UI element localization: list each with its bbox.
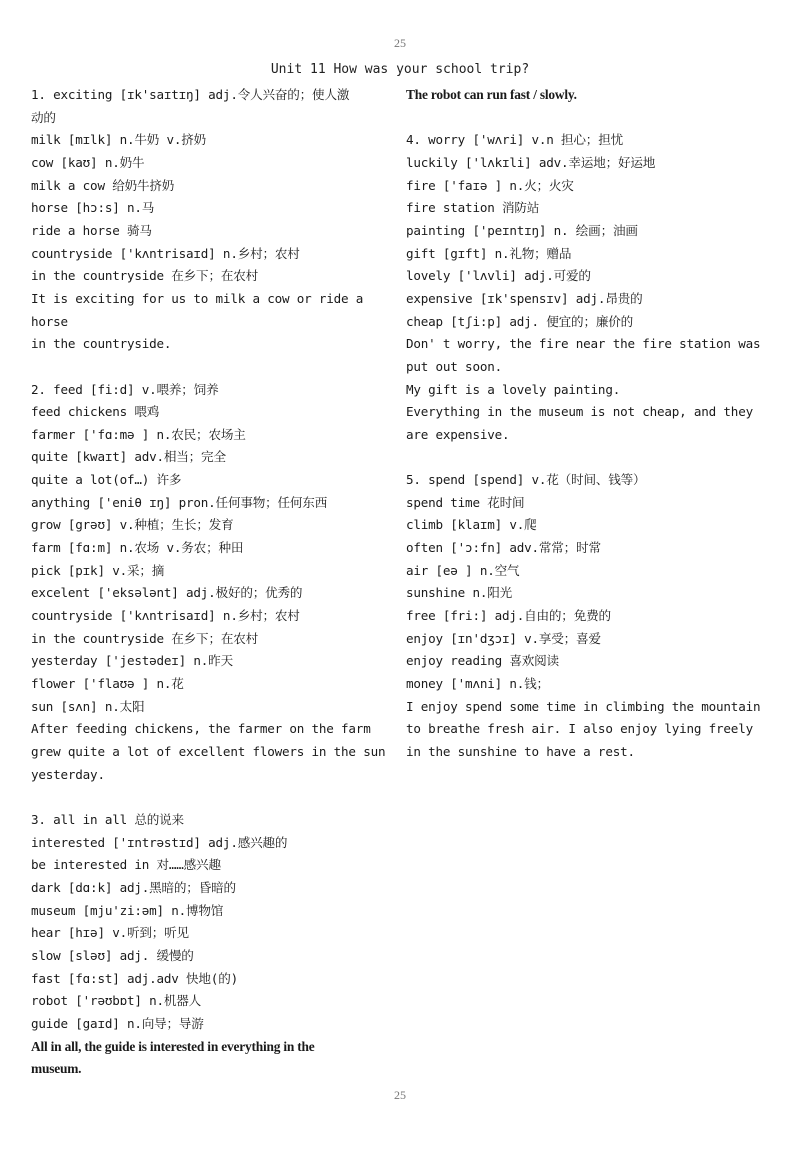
text-line: Everything in the museum is not cheap, and they xyxy=(406,404,753,420)
text-line: enjoy reading 喜欢阅读 xyxy=(406,653,559,669)
text-line: hear [hɪə] v.听到；听见 xyxy=(31,925,189,941)
text-line: flower ['flaʊə ] n.花 xyxy=(31,676,184,692)
text-line: put out soon. xyxy=(406,358,502,374)
text-line: fire ['faɪə ] n.火；火灾 xyxy=(406,177,574,193)
text-line: luckily ['lʌkɪli] adv.幸运地；好运地 xyxy=(406,154,656,170)
left-column xyxy=(31,84,391,1081)
text-line: free [fri:] adj.自由的；免费的 xyxy=(406,608,611,624)
text-line: pick [pɪk] v.采；摘 xyxy=(31,562,165,578)
text-line: sun [sʌn] n.太阳 xyxy=(31,698,145,714)
text-line: gift [gɪft] n.礼物；赠品 xyxy=(406,245,572,261)
text-line: yesterday ['jestədeɪ] n.昨天 xyxy=(31,653,233,669)
text-line: grow [grəʊ] v.种植；生长；发育 xyxy=(31,517,234,533)
text-line: spend time 花时间 xyxy=(406,494,525,510)
text-line: expensive [ɪk'spensɪv] adj.昂贵的 xyxy=(406,290,643,306)
text-line: enjoy [ɪn'dʒɔɪ] v.享受；喜爱 xyxy=(406,630,601,646)
text-line: farm [fɑ:m] n.农场 v.务农；种田 xyxy=(31,540,244,556)
text-line: feed chickens 喂鸡 xyxy=(31,404,160,420)
text-line: 4. worry ['wʌri] v.n 担心；担忧 xyxy=(406,132,623,148)
right-column xyxy=(406,84,766,764)
text-line: 5. spend [spend] v.花（时间、钱等） xyxy=(406,472,646,488)
text-line: interested ['ɪntrəstɪd] adj.感兴趣的 xyxy=(31,834,288,850)
text-line: countryside ['kʌntrisaɪd] n.乡村；农村 xyxy=(31,608,300,624)
text-line: farmer ['fɑ:mə ] n.农民；农场主 xyxy=(31,426,246,442)
text-line: climb [klaɪm] v.爬 xyxy=(406,517,537,533)
text-line: fire station 消防站 xyxy=(406,200,540,216)
blank-line xyxy=(406,107,766,130)
text-line: excelent ['eksələnt] adj.极好的；优秀的 xyxy=(31,585,303,601)
text-line: in the countryside. xyxy=(31,336,172,352)
text-line: slow [sləʊ] adj. 缓慢的 xyxy=(31,947,194,963)
blank-line xyxy=(31,356,391,379)
text-line: 3. all in all 总的说来 xyxy=(31,811,184,827)
text-line: yesterday. xyxy=(31,766,105,782)
text-line: The robot can run fast / slowly. xyxy=(406,87,577,102)
text-line: lovely ['lʌvli] adj.可爱的 xyxy=(406,268,591,284)
text-line: air [eə ] n.空气 xyxy=(406,562,520,578)
text-line: quite a lot(of…) 许多 xyxy=(31,472,182,488)
text-line: cow [kaʊ] n.奶牛 xyxy=(31,154,145,170)
blank-line xyxy=(31,786,391,809)
text-line: sunshine n.阳光 xyxy=(406,585,512,601)
text-line: milk [mɪlk] n.牛奶 v.挤奶 xyxy=(31,132,207,148)
text-line: robot ['rəʊbɒt] n.机器人 xyxy=(31,993,202,1009)
text-line: ride a horse 骑马 xyxy=(31,222,152,238)
text-line: 动的 xyxy=(31,109,56,125)
text-line: fast [fɑ:st] adj.adv 快地(的) xyxy=(31,970,238,986)
text-line: Don' t worry, the fire near the fire station was xyxy=(406,336,761,352)
text-line: museum [mju'zi:əm] n.博物馆 xyxy=(31,902,224,918)
text-line: painting ['peɪntɪŋ] n. 绘画；油画 xyxy=(406,222,638,238)
text-line: After feeding chickens, the farmer on the farm xyxy=(31,721,371,737)
text-line: countryside ['kʌntrisaɪd] n.乡村；农村 xyxy=(31,245,300,261)
unit-title: Unit 11 How was your school trip? xyxy=(270,62,530,77)
text-line: anything ['eniθ ɪŋ] pron.任何事物；任何东西 xyxy=(31,494,328,510)
text-line: to breathe fresh air. I also enjoy lying freely xyxy=(406,721,753,737)
text-line: guide [gaɪd] n.向导；导游 xyxy=(31,1015,204,1031)
text-line: It is exciting for us to milk a cow or ride a horse xyxy=(31,290,371,329)
text-line: 1. exciting [ɪk'saɪtɪŋ] adj.令人兴奋的；使人激 xyxy=(31,87,350,102)
text-line: are expensive. xyxy=(406,426,510,442)
text-line: I enjoy spend some time in climbing the mountain xyxy=(406,698,761,714)
text-line: in the countryside 在乡下；在农村 xyxy=(31,630,259,646)
text-line: My gift is a lovely painting. xyxy=(406,381,621,397)
text-line: All in all, the guide is interested in everything in the xyxy=(31,1038,315,1054)
text-line: quite [kwaɪt] adv.相当；完全 xyxy=(31,449,226,465)
text-line: grew quite a lot of excellent flowers in the sun xyxy=(31,744,386,760)
text-line: 2. feed [fi:d] v.喂养；饲养 xyxy=(31,381,219,397)
blank-line xyxy=(406,446,766,469)
text-line: money ['mʌni] n.钱； xyxy=(406,676,549,692)
text-line: in the countryside 在乡下；在农村 xyxy=(31,268,259,284)
page-number-top: 25 xyxy=(394,36,406,50)
text-line: in the sunshine to have a rest. xyxy=(406,744,635,759)
text-line: milk a cow 给奶牛挤奶 xyxy=(31,177,175,193)
page-number-bottom: 25 xyxy=(394,1088,406,1102)
text-line: dark [dɑ:k] adj.黑暗的；昏暗的 xyxy=(31,879,236,895)
text-line: horse [hɔ:s] n.马 xyxy=(31,200,155,216)
text-line: be interested in 对……感兴趣 xyxy=(31,857,221,873)
text-line: cheap [tʃi:p] adj. 便宜的；廉价的 xyxy=(406,313,634,329)
text-line: museum. xyxy=(31,1061,82,1077)
text-line: often ['ɔ:fn] adv.常常；时常 xyxy=(406,540,601,556)
